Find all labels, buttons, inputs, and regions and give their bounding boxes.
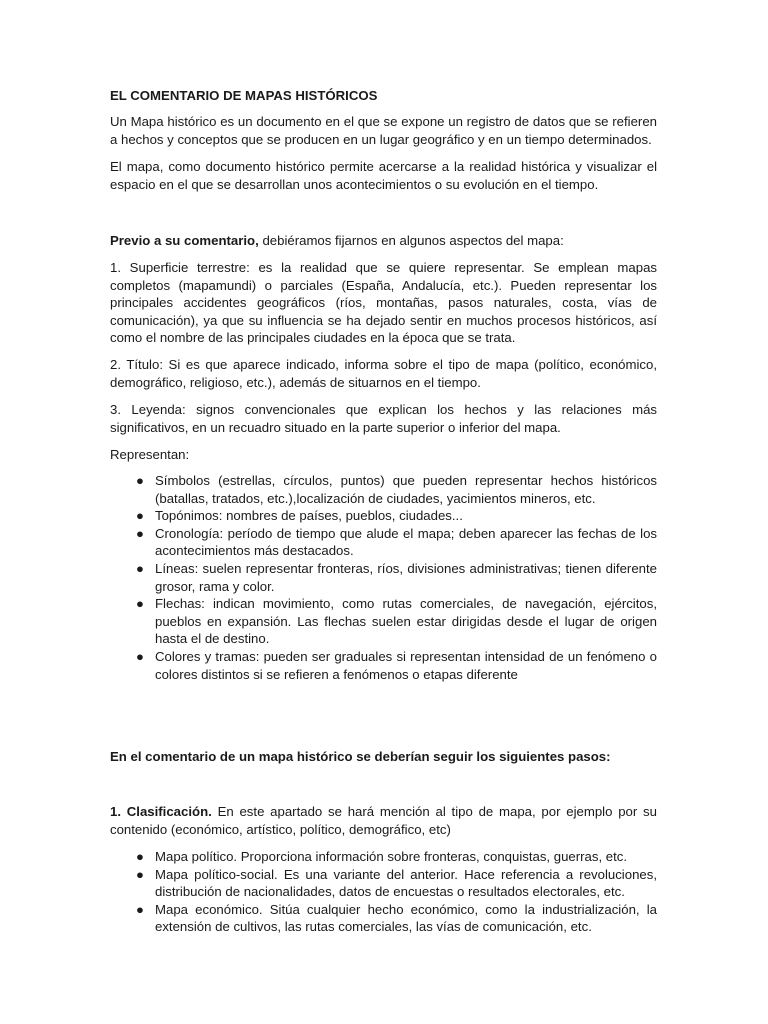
list-item-text: Mapa político. Proporciona información sobre fronteras, conquistas, guerras, etc. <box>155 849 628 864</box>
list-item-text: Colores y tramas: pueden ser graduales si representan intensidad de un fenómeno o colores distintos si se refieren a fenómenos o etapas diferente <box>155 648 657 682</box>
intro-paragraph-1: Un Mapa histórico es un documento en el que se expone un registro de datos que se refieren a hechos y conceptos que se producen en un lugar geográfico y en un tiempo determinados. <box>110 114 657 147</box>
list-item <box>110 595 657 648</box>
list-item-text: Mapa político-social. Es una variante del anterior. Hace referencia a revoluciones, distribución de nacionalidades, datos de encuestas o resultados electorales, etc. <box>155 866 657 900</box>
aspect-titulo: 2. Título: Si es que aparece indicado, informa sobre el tipo de mapa (político, económico, demográfico, religioso, etc.), además de situarnos en el tiempo. <box>110 357 657 390</box>
list-item <box>110 472 657 507</box>
clasificacion-rest: En este apartado se hará mención al tipo de mapa, por ejemplo por su contenido (económico, artístico, político, demográfico, etc) <box>110 804 657 837</box>
list-item <box>110 648 657 683</box>
bullet-icon: ● <box>136 473 144 488</box>
represent-label: Representan: <box>110 447 190 462</box>
list-item <box>110 848 657 866</box>
bullet-icon: ● <box>136 525 144 541</box>
bullet-icon: ● <box>136 901 144 917</box>
list-item <box>110 525 657 560</box>
bullet-icon: ● <box>136 849 144 864</box>
clasificacion-lead: 1. Clasificación. <box>110 804 212 819</box>
list-item-text: Mapa económico. Sitúa cualquier hecho económico, como la industrialización, la extensión de cultivos, las rutas comerciales, las vías de comunicación, etc. <box>155 901 657 935</box>
list-item-text: Topónimos: nombres de países, pueblos, ciudades... <box>155 508 463 524</box>
list-item <box>110 507 657 525</box>
map-types-list <box>110 848 657 936</box>
list-item <box>110 560 657 595</box>
aspect-leyenda: 3. Leyenda: signos convencionales que explican los hechos y las relaciones más significativos, en un recuadro situado en la parte superior o inferior del mapa. <box>110 402 657 435</box>
aspect-superficie: 1. Superficie terrestre: es la realidad que se quiere representar. Se emplean mapas completos (mapamundi) o parciales (España, Andalucía, etc.). Pueden representar los principales accidentes geográficos (ríos, montañas, pasos naturales, costa, vías de comunicación), ya que su influencia se ha dejado sentir en muchos procesos históricos, así como el nombre de las principales ciudades en la época que se trata. <box>110 260 657 346</box>
list-item-text: Líneas: suelen representar fronteras, ríos, divisiones administrativas; tienen diferente grosor, rama y color. <box>155 560 657 594</box>
intro-paragraph-2: El mapa, como documento histórico permite acercarse a la realidad histórica y visualizar el espacio en el que se desarrollan unos acontecimientos o su evolución en el tiempo. <box>110 159 657 192</box>
list-item <box>110 901 657 936</box>
bullet-icon: ● <box>136 560 144 576</box>
previo-rest: debiéramos fijarnos en algunos aspectos del mapa: <box>258 233 564 248</box>
represent-list <box>110 472 657 683</box>
bullet-icon: ● <box>136 596 144 612</box>
list-item-text: Símbolos (estrellas, círculos, puntos) que pueden representar hechos históricos (batallas, tratados, etc.),localización de ciudades, yacimientos mineros, etc. <box>155 473 657 506</box>
document-title: EL COMENTARIO DE MAPAS HISTÓRICOS <box>110 88 378 103</box>
previo-lead: Previo a su comentario, <box>110 233 259 248</box>
list-item-text: Flechas: indican movimiento, como rutas comerciales, de navegación, ejércitos, pueblos en expansión. Las flechas suelen estar dirigidas desde el lugar de origen hasta el de destino. <box>155 596 657 647</box>
bullet-icon: ● <box>136 648 144 664</box>
bullet-icon: ● <box>136 508 144 524</box>
previo-paragraph <box>110 232 657 250</box>
list-item <box>110 866 657 901</box>
bullet-icon: ● <box>136 866 144 882</box>
clasificacion-paragraph <box>110 803 657 838</box>
steps-heading: En el comentario de un mapa histórico se deberían seguir los siguientes pasos: <box>110 749 611 764</box>
list-item-text: Cronología: período de tiempo que alude el mapa; deben aparecer las fechas de los acontecimientos más destacados. <box>155 525 657 559</box>
